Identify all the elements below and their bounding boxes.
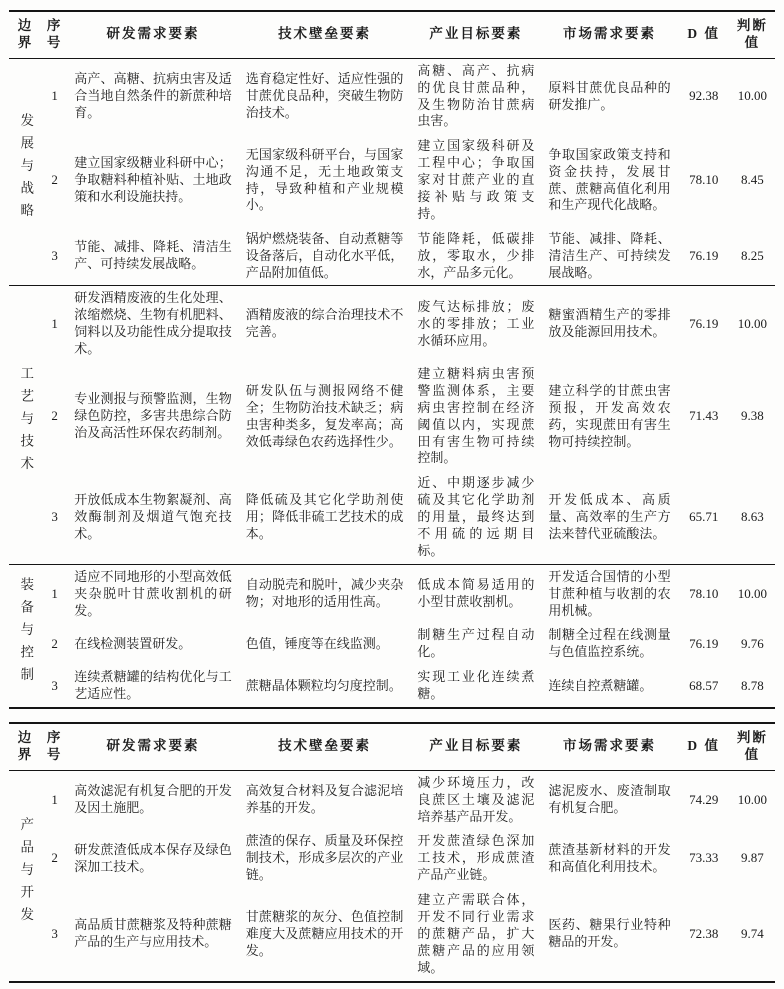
- tech-barrier-cell: 选育稳定性好、适应性强的甘蔗优良品种，突破生物防治技术。: [245, 71, 404, 120]
- judgment-value: 9.38: [741, 408, 764, 424]
- d-value: 72.38: [689, 925, 719, 941]
- industry-target-cell: 减少环境压力，改良蔗区土壤及滤泥培养基产品开发。: [417, 774, 535, 824]
- rd-demand-cell: 高产、高糖、抗病虫害及适合当地自然条件的新蔗种培育。: [74, 71, 232, 120]
- tech-barrier-cell: 蔗糖晶体颗粒均匀度控制。: [245, 677, 402, 693]
- table-row: [9, 362, 775, 471]
- market-demand-cell: 节能、减排、降耗、清洁生产、可持续发展战略。: [548, 230, 671, 280]
- judgment-value: 9.76: [741, 635, 764, 651]
- rd-demand-cell: 高品质甘蔗糖浆及特种蔗糖产品的生产与应用技术。: [74, 917, 232, 950]
- d-value: 92.38: [689, 88, 719, 104]
- col-header-tech-barrier: 技术壁垒要素: [278, 738, 372, 754]
- judgment-value: 10.00: [737, 585, 767, 601]
- market-demand-cell: 开发适合国情的小型甘蔗种植与收割的农用机械。: [548, 568, 671, 618]
- table-row: [9, 471, 775, 564]
- industry-target-cell: 实现工业化连续煮糖。: [417, 669, 535, 702]
- tech-barrier-cell: 酒精废液的综合治理技术不完善。: [245, 307, 404, 340]
- market-demand-cell: 医药、糖果行业特种糖品的开发。: [548, 917, 671, 950]
- market-demand-cell: 制糖全过程在线测量与色值监控系统。: [548, 627, 671, 660]
- col-header-industry-target: 产业目标要素: [429, 26, 523, 42]
- boundary-text: 产品与开发: [18, 816, 34, 930]
- industry-target-cell: 高糖、高产、抗病的优良甘蔗品种，及生物防治甘蔗病虫害。: [417, 62, 535, 129]
- serial-number: 3: [51, 247, 58, 263]
- rd-demand-cell: 建立国家级糖业科研中心；争取糖料种植补贴、土地政策和水利设施扶持。: [74, 155, 232, 204]
- d-value: 68.57: [689, 677, 719, 693]
- industry-target-cell: 废气达标排放；废水的零排放；工业水循环应用。: [417, 298, 535, 348]
- judgment-value: 8.25: [741, 247, 764, 263]
- judgment-value: 10.00: [737, 791, 767, 807]
- rd-demand-cell: 专业测报与预警监测，生物绿色防控，多害共患综合防治及高活性环保农药制剂。: [74, 391, 232, 441]
- tech-barrier-cell: 研发队伍与测报网络不健全；生物防治技术缺乏；病虫害种类多，复发率高；高效低毒绿色农药选择性少。: [245, 382, 404, 449]
- industry-target-cell: 节能降耗，低碳排放，零取水，少排水，产品多元化。: [417, 230, 535, 280]
- judgment-value: 8.45: [741, 172, 764, 188]
- rd-demand-cell: 研发蔗渣低成本保存及绿色深加工技术。: [74, 841, 232, 874]
- tech-barrier-cell: 蔗渣的保存、质量及环保控制技术，形成多层次的产业链。: [245, 833, 404, 883]
- table-row: [9, 227, 775, 286]
- serial-number: 2: [51, 635, 58, 651]
- rd-demand-cell: 节能、减排、降耗、清洁生产、可持续发展战略。: [74, 239, 232, 272]
- boundary-text: 发展与战略: [18, 113, 34, 226]
- serial-number: 2: [51, 408, 58, 424]
- rd-demand-cell: 研发酒精废液的生化处理、浓缩燃烧、生物有机肥料、饲料以及功能性成分提取技术。: [74, 290, 232, 357]
- serial-number: 3: [51, 677, 58, 693]
- col-header-judgment: 判断值: [736, 18, 768, 50]
- table-row: [9, 623, 775, 665]
- market-demand-cell: 连续自控煮糖罐。: [548, 677, 653, 693]
- table-header: [9, 11, 775, 58]
- demand-elements-table-upper: [9, 10, 775, 709]
- judgment-value: 8.63: [741, 509, 764, 525]
- col-header-serial: 序号: [46, 730, 63, 762]
- market-demand-cell: 开发低成本、高质量、高效率的生产方法来替代亚硫酸法。: [548, 492, 671, 542]
- d-value: 73.33: [689, 850, 719, 866]
- industry-target-cell: 开发蔗渣绿色深加工技术，形成蔗渣产品产业链。: [417, 833, 535, 883]
- table-row: [9, 888, 775, 981]
- serial-number: 2: [51, 850, 58, 866]
- serial-number: 1: [51, 315, 58, 331]
- header-row: [9, 11, 775, 58]
- rd-demand-cell: 开放低成本生物絮凝剂、高效酶制剂及烟道气饱充技术。: [74, 492, 232, 542]
- judgment-value: 9.87: [741, 850, 764, 866]
- boundary-text: 工艺与技术: [18, 366, 34, 479]
- serial-number: 3: [51, 509, 58, 525]
- table-row: [9, 665, 775, 708]
- col-header-d-value: D 值: [687, 738, 721, 754]
- serial-number: 2: [51, 172, 58, 188]
- market-demand-cell: 原料甘蔗优良品种的研发推广。: [548, 79, 671, 112]
- judgment-value: 9.74: [741, 925, 764, 941]
- industry-target-cell: 建立糖料病虫害预警监测体系，主要病虫害控制在经济阈值以内，实现蔗田有害生物可持续控制。: [417, 366, 535, 466]
- tech-barrier-cell: 高效复合材料及复合滤泥培养基的开发。: [245, 783, 404, 816]
- d-value: 74.29: [689, 791, 719, 807]
- serial-number: 1: [51, 585, 58, 601]
- header-row: [9, 723, 775, 770]
- boundary-label: [9, 770, 42, 981]
- section-equipment-control: [9, 564, 775, 708]
- d-value: 65.71: [689, 509, 719, 525]
- tech-barrier-cell: 无国家级科研平台，与国家沟通不足，无土地政策支持，导致种植和产业规模小。: [245, 146, 404, 213]
- d-value: 76.19: [689, 315, 719, 331]
- industry-target-cell: 近、中期逐步减少硫及其它化学助剂的用量，最终达到不用硫的远期目标。: [417, 475, 535, 558]
- market-demand-cell: 建立科学的甘蔗虫害预报，开发高效农药，实现蔗田有害生物可持续控制。: [548, 382, 671, 449]
- table-header: [9, 723, 775, 770]
- rd-demand-cell: 适应不同地形的小型高效低夹杂脱叶甘蔗收割机的研发。: [74, 568, 232, 618]
- table-row: [9, 58, 775, 134]
- tech-barrier-cell: 甘蔗糖浆的灰分、色值控制难度大及蔗糖应用技术的开发。: [245, 909, 404, 958]
- table-row: [9, 134, 775, 226]
- market-demand-cell: 争取国家政策支持和资金扶持，发展甘蔗、蔗糖高值化利用和生产现代化战略。: [548, 146, 671, 213]
- d-value: 76.19: [689, 635, 719, 651]
- serial-number: 1: [51, 88, 58, 104]
- rd-demand-cell: 在线检测装置研发。: [74, 635, 192, 651]
- col-header-serial: 序号: [46, 18, 63, 50]
- tech-barrier-cell: 自动脱壳和脱叶，减少夹杂物；对地形的适用性高。: [245, 577, 404, 610]
- col-header-market-demand: 市场需求要素: [563, 26, 657, 42]
- judgment-value: 10.00: [737, 88, 767, 104]
- industry-target-cell: 建立产需联合体，开发不同行业需求的蔗糖产品，扩大蔗糖产品的应用领域。: [417, 892, 535, 975]
- market-demand-cell: 蔗渣基新材料的开发和高值化利用技术。: [548, 841, 671, 874]
- judgment-value: 10.00: [737, 315, 767, 331]
- demand-elements-table-lower: [9, 722, 775, 983]
- d-value: 78.10: [689, 172, 719, 188]
- table-row: [9, 829, 775, 888]
- col-header-rd-demand: 研发需求要素: [106, 738, 200, 754]
- col-header-d-value: D 值: [687, 26, 721, 42]
- col-header-boundary: 边界: [17, 18, 34, 50]
- industry-target-cell: 低成本简易适用的小型甘蔗收割机。: [417, 577, 535, 610]
- tech-barrier-cell: 降低硫及其它化学助剂使用；降低非硫工艺技术的成本。: [245, 492, 404, 542]
- d-value: 78.10: [689, 585, 719, 601]
- boundary-text: 装备与控制: [18, 577, 34, 690]
- table-row: [9, 564, 775, 623]
- rd-demand-cell: 连续煮糖罐的结构优化与工艺适应性。: [74, 669, 232, 702]
- market-demand-cell: 滤泥废水、废渣制取有机复合肥。: [548, 783, 671, 816]
- tech-barrier-cell: 锅炉燃烧装备、自动煮糖等设备落后，自动化水平低，产品附加值低。: [245, 230, 404, 280]
- rd-demand-cell: 高效滤泥有机复合肥的开发及因土施肥。: [74, 783, 232, 816]
- serial-number: 1: [51, 791, 58, 807]
- section-product-development: [9, 770, 775, 981]
- table-row: [9, 286, 775, 362]
- d-value: 71.43: [689, 408, 719, 424]
- boundary-label: [9, 58, 42, 286]
- col-header-boundary: 边界: [17, 730, 34, 762]
- boundary-label: [9, 564, 42, 708]
- col-header-industry-target: 产业目标要素: [429, 738, 523, 754]
- judgment-value: 8.78: [741, 677, 764, 693]
- col-header-rd-demand: 研发需求要素: [106, 26, 200, 42]
- serial-number: 3: [51, 925, 58, 941]
- boundary-label: [9, 286, 42, 564]
- d-value: 76.19: [689, 247, 719, 263]
- col-header-judgment: 判断值: [736, 730, 768, 762]
- section-development-strategy: [9, 58, 775, 286]
- section-process-technology: [9, 286, 775, 564]
- col-header-market-demand: 市场需求要素: [563, 738, 657, 754]
- table-row: [9, 770, 775, 829]
- industry-target-cell: 建立国家级科研及工程中心；争取国家对甘蔗产业的直接补贴与政策支持。: [417, 138, 535, 221]
- industry-target-cell: 制糖生产过程自动化。: [417, 627, 535, 660]
- col-header-tech-barrier: 技术壁垒要素: [278, 26, 372, 42]
- tech-barrier-cell: 色值，锤度等在线监测。: [245, 635, 389, 651]
- market-demand-cell: 糖蜜酒精生产的零排放及能源回用技术。: [548, 307, 671, 340]
